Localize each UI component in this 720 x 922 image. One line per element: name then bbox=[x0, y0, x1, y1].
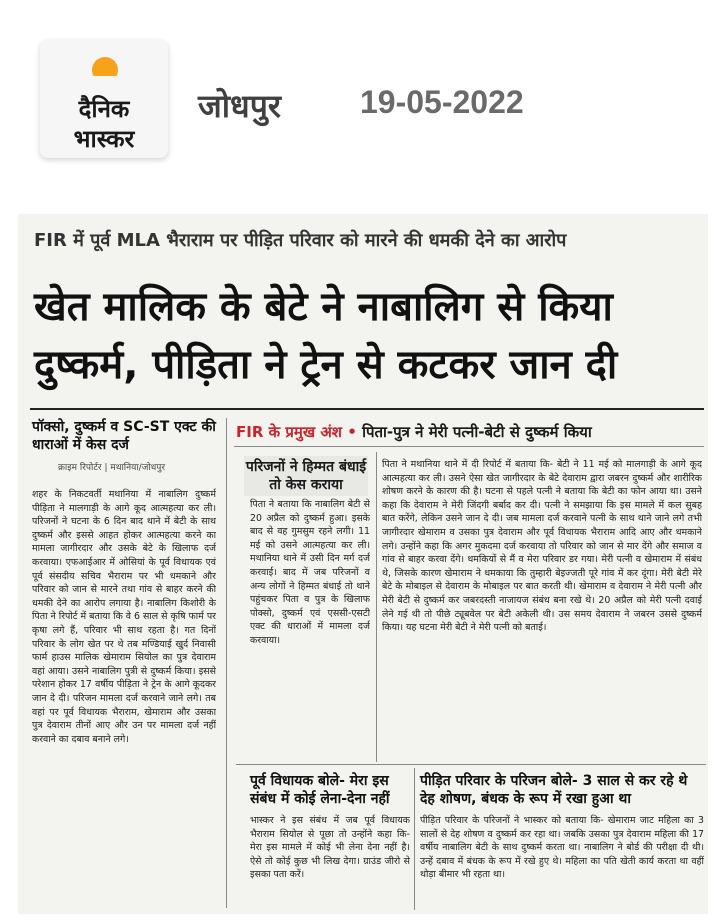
headline-divider bbox=[30, 408, 704, 410]
column-divider-left bbox=[226, 418, 227, 908]
fir-divider bbox=[234, 446, 704, 447]
mla-statement-body: भास्कर ने इस संबंध में जब पूर्व विधायक भैराराम सियोल से पूछा तो उन्होंने कहा कि- मेरा इस मामले में कोई भी लेना देना नहीं है। ऐसे तो कोई कुछ भी लिख देगा। ग्राउंड जीरो से इसका पता करें। bbox=[250, 815, 410, 881]
byline bbox=[58, 460, 228, 473]
sun-rays-icon bbox=[78, 46, 132, 76]
sub-column-divider bbox=[414, 768, 415, 910]
box-divider bbox=[376, 452, 377, 762]
family-statement-body: पीड़ित परिवार के परिजनों ने भास्कर को बताया कि- खेमाराम जाट महिला का 3 सालों से देह शोषण व दुष्कर्म कर रहा था। जबकि उसका पुत्र देवाराम महिला की 17 वर्षीय नाबालिग बेटी के साथ दुष्कर्म करता था। नाबालिग ने बोर्ड की परीक्षा दी थी। उन्हें दबाव में बंधक के रूप में रखे हुए थे। महिला का पति खेती कार्य करता था वहीं थोड़ा बीमार भी रहता था। bbox=[420, 815, 704, 881]
box-body: पिता ने बताया कि नाबालिग बेटी से 20 अप्रैल को दुष्कर्म हुआ। इसके बाद से वह गुमसुम रहने लगी। 11 मई को उसने आत्महत्या कर ली। मथानिया थाने में उसी दिन मर्ग दर्ज करवाई। बाद में जब परिजनों व अन्य लोगों ने हिम्मत बंधाई तो थाने पहुंचकर पिता व पुत्र के खिलाफ पोक्सो, दुष्कर्म एवं एससी-एसटी एक्ट की धाराओं में मामला दर्ज करवाया। bbox=[250, 499, 370, 646]
fir-bullet: • bbox=[347, 423, 357, 441]
article-headline bbox=[34, 278, 704, 394]
fir-label: FIR के प्रमुख अंश bbox=[236, 423, 342, 441]
masthead bbox=[0, 0, 720, 190]
family-statement-heading: पीड़ित परिवार के परिजन बोले- 3 साल से कर रहे थे देह शोषण, बंधक के रूप में रखा हुआ था bbox=[420, 773, 688, 807]
left-column-body: शहर के निकटवर्ती मथानिया में नाबालिग दुष्कर्म पीड़िता ने मालगाड़ी के आगे कूद आत्महत्या कर ली। परिजनों ने घटना के 6 दिन बाद थाने में बेटी के साथ दुष्कर्म और इससे आहत होकर आत्महत्या करने का मामला जागीरदार और उसके बेटे के खिलाफ दर्ज करवाया। एफआईआर में ओसियां के पूर्व विधायक एवं पूर्व संसदीय सचिव भैराराम पर भी धमकाने और परिवार को जान से मारने तथा गांव से बाहर करने की धमकी देने का आरोप लगाया है। नाबालिग किशोरी के पिता ने रिपोर्ट में बताया कि वे 6 साल से कृषि फार्म पर कृषा लगे हैं, परिवार भी साथ रहता है। गत दिनों परिवार के लोग खेत पर थे तब मण्डियाई खुर्द निवासी फार्म हाउस मालिक खेमाराम सियोल का पुत्र देवाराम वहां आया। उसने नाबालिग पुत्री से दुष्कर्म किया। इससे परेशान होकर 17 वर्षीय पीड़िता ने ट्रेन के आगे कूदकर जान दे दी। परिजन मामला दर्ज करवाने जाने लगे। तब वहां पर पूर्व विधायक भैराराम, खेमाराम और उसका पुत्र देवाराम तीनों आए और उन पर मामला दर्ज नहीं करवाने का दबाव बनाने लगे। bbox=[32, 489, 216, 745]
dainik-bhaskar-logo bbox=[40, 40, 168, 158]
byline-place: | मथानिया/जोधपुर bbox=[104, 463, 166, 473]
logo-text-bhaskar: भास्कर bbox=[73, 125, 135, 153]
article-kicker: FIR में पूर्व MLA भैराराम पर पीड़ित परिवार को मारने की धमकी देने का आरोप bbox=[34, 230, 567, 251]
left-column-heading: पॉक्सो, दुष्कर्म व SC-ST एक्ट की धाराओं में केस दर्ज bbox=[32, 419, 216, 453]
fir-title: पिता-पुत्र ने मेरी पत्नी-बेटी से दुष्कर्म किया bbox=[362, 423, 592, 441]
mla-statement-heading: पूर्व विधायक बोले- मेरा इस संबंध में कोई लेना-देना नहीं bbox=[250, 773, 390, 807]
headline-line-1: खेत मालिक के बेटे ने नाबालिग से किया bbox=[34, 284, 613, 330]
box-heading: परिजनों ने हिम्मत बंधाई तो केस कराया bbox=[244, 456, 368, 496]
edition-city: जोधपुर bbox=[198, 87, 281, 125]
fir-highlights-strip bbox=[236, 422, 706, 442]
logo-text-dainik: दैनिक bbox=[78, 95, 130, 123]
byline-source: क्राइम रिपोर्टर bbox=[58, 463, 102, 473]
headline-line-2: दुष्कर्म, पीड़िता ने ट्रेन से कटकर जान दी bbox=[34, 342, 618, 388]
edition-date: 19-05-2022 bbox=[360, 84, 524, 120]
fir-body: पिता ने मथानिया थाने में दी रिपोर्ट में बताया कि- बेटी ने 11 मई को मालगाड़ी के आगे कूद आत्महत्या कर ली। उसने ऐसा खेत जागीरदार के बेटे देवाराम द्वारा जबरन दुष्कर्म और शारीरिक शोषण करने के कारण की है। घटना से पहले पत्नी ने बताया कि बेटी का फोन आया था। उसने कहा कि देवाराम ने मेरी जिंदगी बर्बाद कर दी। पत्नी ने समझाया कि इस मामले में कल सुबह बात करेंगे, लेकिन उसने जान दे दी। जब मामला दर्ज करवाने पत्नी के साथ थाने जाने लगे तभी जागीरदार खेमाराम व उसका पुत्र देवाराम और पूर्व विधायक भैराराम आदि आए और धमकाने लगे। उन्होंने कहा कि अगर मुकदमा दर्ज करवाया तो परिवार को जान से मार देंगे और समाज व गांव से बाहर करवा देंगे। धमकियों से मैं व मेरा परिवार डर गया। मेरी पत्नी व खेमाराम में संबंध थे, जिसके कारण खेमाराम ने धमकाया कि तुम्हारी बेइज्जती पूरे गांव में कर दूंगा। मेरी बेटी मेरे बेटे के मोबाइल से देवाराम के मोबाइल पर बात करती थी। खेमाराम व देवाराम ने मेरी पत्नी और मेरी बेटी से दुष्कर्म कर जबरदस्ती नाजायज संबंध बना रखे थे। 20 अप्रैल को मेरी पत्नी दवाई लेने गई थी तो पीछे ट्यूबवेल पर बेटी अकेली थी। उस समय देवाराम ने जबरन उससे दुष्कर्म किया। यह घटना मेरी बेटी ने मेरी पत्नी को बताई। bbox=[382, 459, 702, 634]
